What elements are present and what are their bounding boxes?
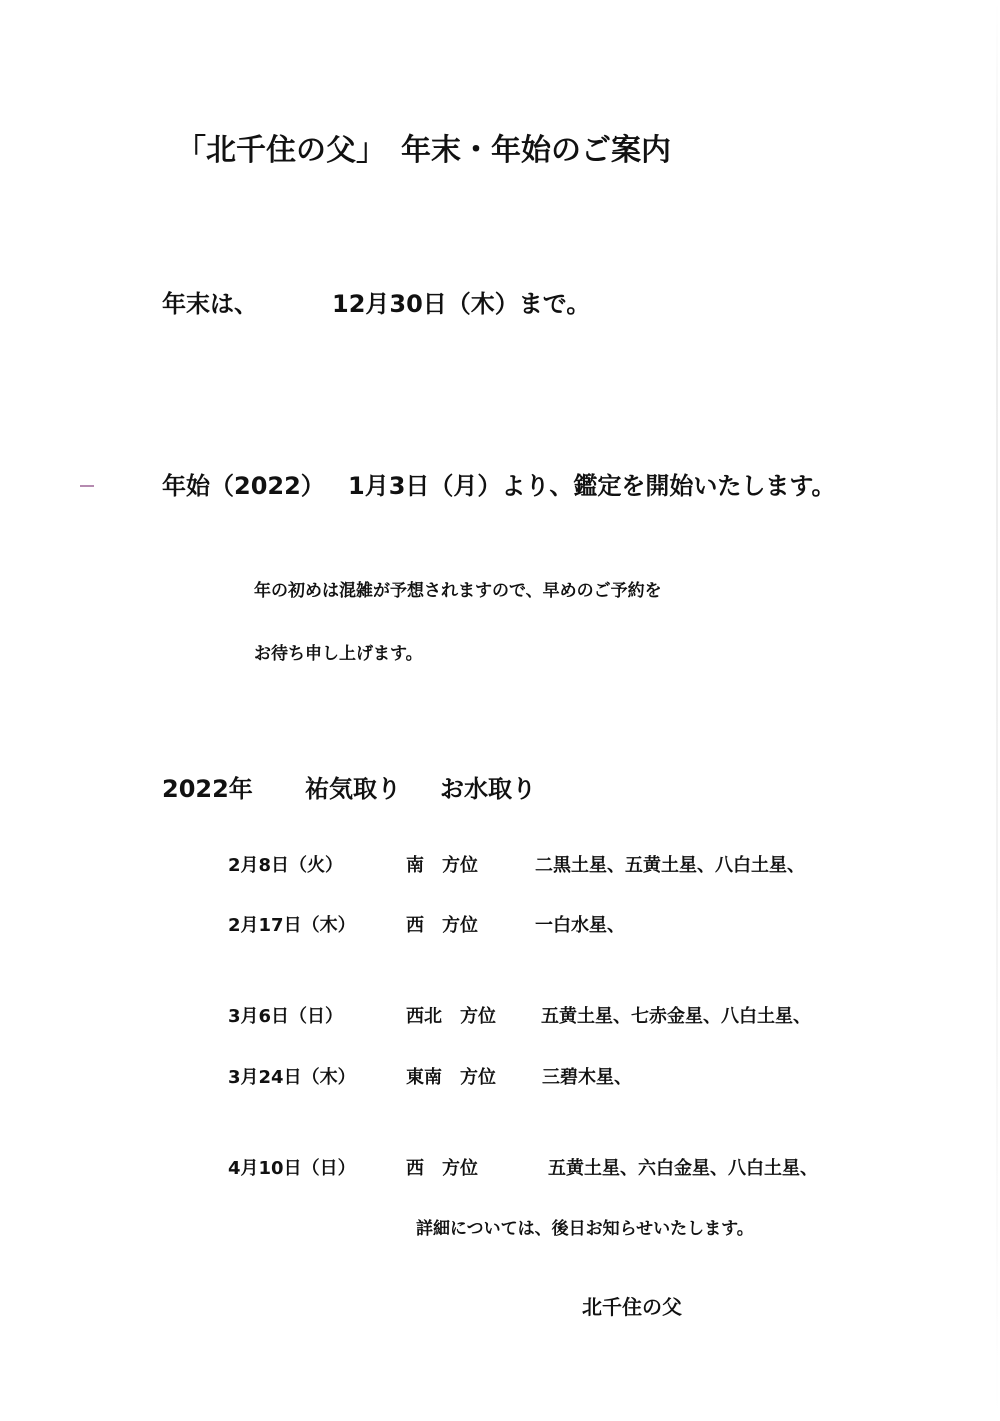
notice-line-2: お待ち申し上げます。: [254, 644, 423, 664]
section-label-2: お水取り: [440, 775, 536, 803]
schedule-date: 2月17日（木）: [228, 915, 356, 936]
scan-mark: [80, 485, 94, 487]
section-label-1: 祐気取り: [305, 775, 401, 803]
schedule-date: 3月6日（日）: [228, 1006, 344, 1027]
page-title: 「北千住の父」 年末・年始のご案内: [176, 133, 671, 168]
schedule-stars: 五黄土星、七赤金星、八白土星、: [541, 1006, 811, 1027]
schedule-stars: 五黄土星、六白金星、八白土星、: [548, 1158, 818, 1179]
schedule-direction: 西 方位: [406, 915, 478, 936]
signature: 北千住の父: [582, 1295, 682, 1319]
schedule-stars: 二黒土星、五黄土星、八白土星、: [535, 855, 805, 876]
new-year-text: 1月3日（月）より、鑑定を開始いたします。: [348, 472, 836, 500]
schedule-direction: 西北 方位: [406, 1006, 496, 1027]
schedule-date: 3月24日（木）: [228, 1067, 356, 1088]
schedule-date: 2月8日（火）: [228, 855, 344, 876]
schedule-direction: 南 方位: [406, 855, 478, 876]
year-end-label: 年末は、: [162, 290, 258, 318]
scan-edge-shadow: [996, 1, 998, 1421]
new-year-label: 年始（2022）: [162, 472, 325, 500]
schedule-stars: 三碧木星、: [542, 1067, 632, 1088]
schedule-direction: 西 方位: [406, 1158, 478, 1179]
schedule-stars: 一白水星、: [535, 915, 625, 936]
notice-line-1: 年の初めは混雑が予想されますので、早めのご予約を: [254, 581, 662, 601]
year-end-date: 12月30日（木）まで。: [332, 290, 591, 318]
schedule-direction: 東南 方位: [406, 1067, 496, 1088]
details-note: 詳細については、後日お知らせいたします。: [416, 1219, 754, 1239]
schedule-date: 4月10日（日）: [228, 1158, 356, 1179]
section-year: 2022年: [162, 775, 253, 803]
